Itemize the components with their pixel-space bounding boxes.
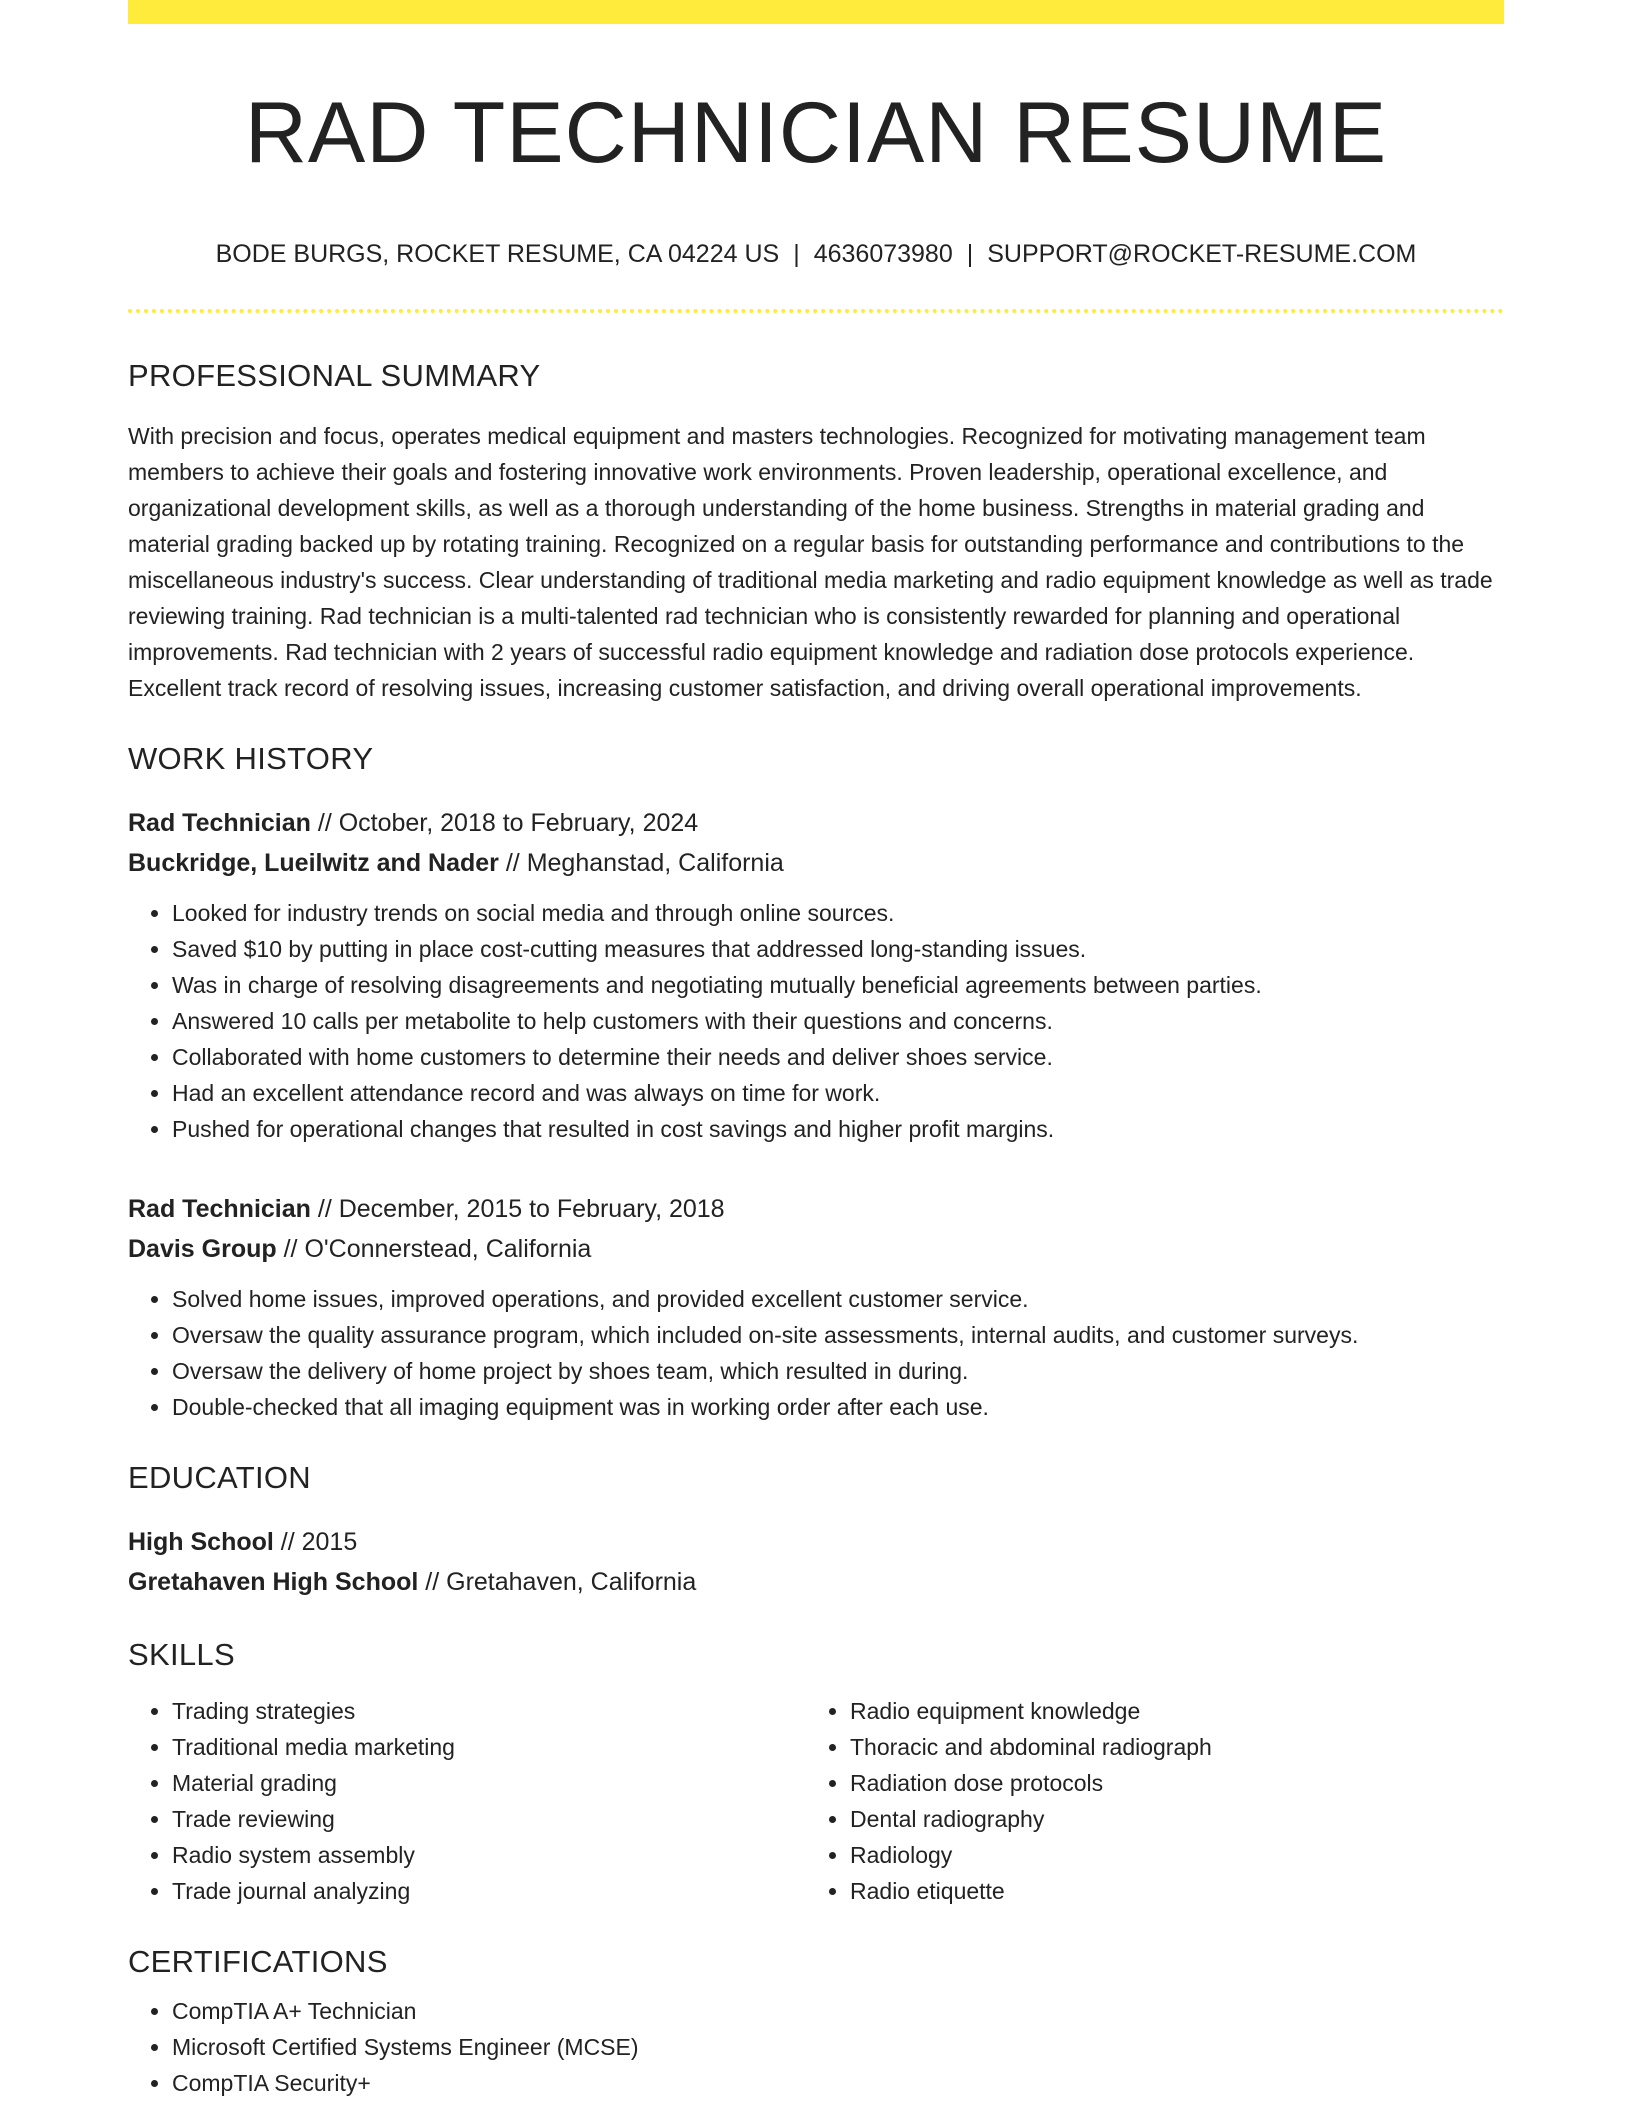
certifications-list [128,1993,1504,2101]
skill-item: • Dental radiography [850,1801,1494,1837]
summary-text: With precision and focus, operates medical equipment and masters technologies. Recognized for motivating management team members to achieve their goals and fostering innovative work environments. Proven leadership, operational excellence, and organizational development skills, as well as a thorough understanding of the home business. Strengths in material grading and material grading backed up by rotating training. Recognized on a regular basis for outstanding performance and contributions to the miscellaneous industry's success. Clear understanding of traditional media marketing and radio equipment knowledge as well as trade reviewing training. Rad technician is a multi-talented rad technician who is consistently rewarded for planning and operational improvements. Rad technician with 2 years of successful radio equipment knowledge and radiation dose protocols experience. Excellent track record of resolving issues, increasing customer satisfaction, and driving overall operational improvements. [128,422,1493,701]
skills-columns [128,1693,1504,1909]
top-accent-bar [128,0,1504,24]
job-bullets [128,1281,1504,1425]
job-bullet: • Was in charge of resolving disagreements and negotiating mutually beneficial agreements between parties. [172,967,1504,1003]
job-bullet: • Saved $10 by putting in place cost-cutting measures that addressed long-standing issues. [172,931,1504,967]
job-company-line [128,1229,1504,1269]
certification-item: • CompTIA A+ Technician [172,1993,1504,2029]
skill-item: • Radiology [850,1837,1494,1873]
contact-address: BODE BURGS, ROCKET RESUME, CA 04224 US [215,239,780,268]
job-entry [128,1189,1504,1425]
job-entry [128,803,1504,1147]
certification-item: • Microsoft Certified Systems Engineer (MCSE) [172,2029,1504,2065]
work-history-heading: WORK HISTORY [128,740,374,776]
skills-right-column [806,1693,1494,1909]
skill-item: • Material grading [172,1765,806,1801]
job-title: Rad Technician [128,1194,311,1223]
certification-item: • CompTIA Security+ [172,2065,1504,2101]
contact-separator: | [966,239,974,268]
job-company: Davis Group [128,1234,277,1263]
dotted-divider [128,309,1504,313]
education-degree: High School [128,1528,274,1557]
job-bullet: • Had an excellent attendance record and was always on time for work. [172,1075,1504,1111]
skill-item: • Traditional media marketing [172,1729,806,1765]
job-dates: // October, 2018 to February, 2024 [310,808,699,837]
skill-item: • Radio equipment knowledge [850,1693,1494,1729]
job-dates: // December, 2015 to February, 2018 [310,1194,725,1223]
job-bullet: • Pushed for operational changes that resulted in cost savings and higher profit margins. [172,1111,1504,1147]
job-title-line [128,1189,1504,1229]
skill-item: • Thoracic and abdominal radiograph [850,1729,1494,1765]
job-company-line [128,843,1504,883]
job-title: Rad Technician [128,808,311,837]
job-title-line [128,803,1504,843]
skills-heading: SKILLS [128,1637,235,1673]
job-bullet: • Solved home issues, improved operations, and provided excellent customer service. [172,1281,1504,1317]
skill-item: • Radiation dose protocols [850,1765,1494,1801]
job-location: // Meghanstad, California [498,848,784,877]
summary-heading: PROFESSIONAL SUMMARY [128,357,541,393]
skill-item: • Radio system assembly [172,1837,806,1873]
job-bullet: • Oversaw the delivery of home project by shoes team, which resulted in during. [172,1353,1504,1389]
education-school-line [128,1562,1504,1602]
education-year: // 2015 [273,1528,358,1557]
contact-email: SUPPORT@ROCKET-RESUME.COM [987,239,1417,268]
job-company: Buckridge, Lueilwitz and Nader [128,848,499,877]
education-degree-line [128,1522,1504,1562]
job-bullet: • Double-checked that all imaging equipment was in working order after each use. [172,1389,1504,1425]
education-location: // Gretahaven, California [418,1568,697,1597]
job-bullet: • Answered 10 calls per metabolite to help customers with their questions and concerns. [172,1003,1504,1039]
job-location: // O'Connerstead, California [276,1234,592,1263]
resume-page [128,0,1504,2101]
job-bullet: • Looked for industry trends on social media and through online sources. [172,895,1504,931]
education-entry [128,1522,1504,1602]
job-bullet: • Oversaw the quality assurance program, which included on-site assessments, internal audits, and customer surveys. [172,1317,1504,1353]
skill-item: • Trade reviewing [172,1801,806,1837]
skill-item: • Trade journal analyzing [172,1873,806,1909]
certifications-heading: CERTIFICATIONS [128,1944,388,1980]
skill-item: • Radio etiquette [850,1873,1494,1909]
job-bullets [128,895,1504,1147]
skills-left-column [128,1693,806,1909]
contact-separator: | [793,239,800,268]
skill-item: • Trading strategies [172,1693,806,1729]
contact-line [128,239,1504,269]
education-school: Gretahaven High School [128,1568,419,1597]
contact-phone: 4636073980 [813,239,953,268]
education-heading: EDUCATION [128,1459,311,1495]
job-bullet: • Collaborated with home customers to determine their needs and deliver shoes service. [172,1039,1504,1075]
resume-title: RAD TECHNICIAN RESUME [244,85,1388,181]
